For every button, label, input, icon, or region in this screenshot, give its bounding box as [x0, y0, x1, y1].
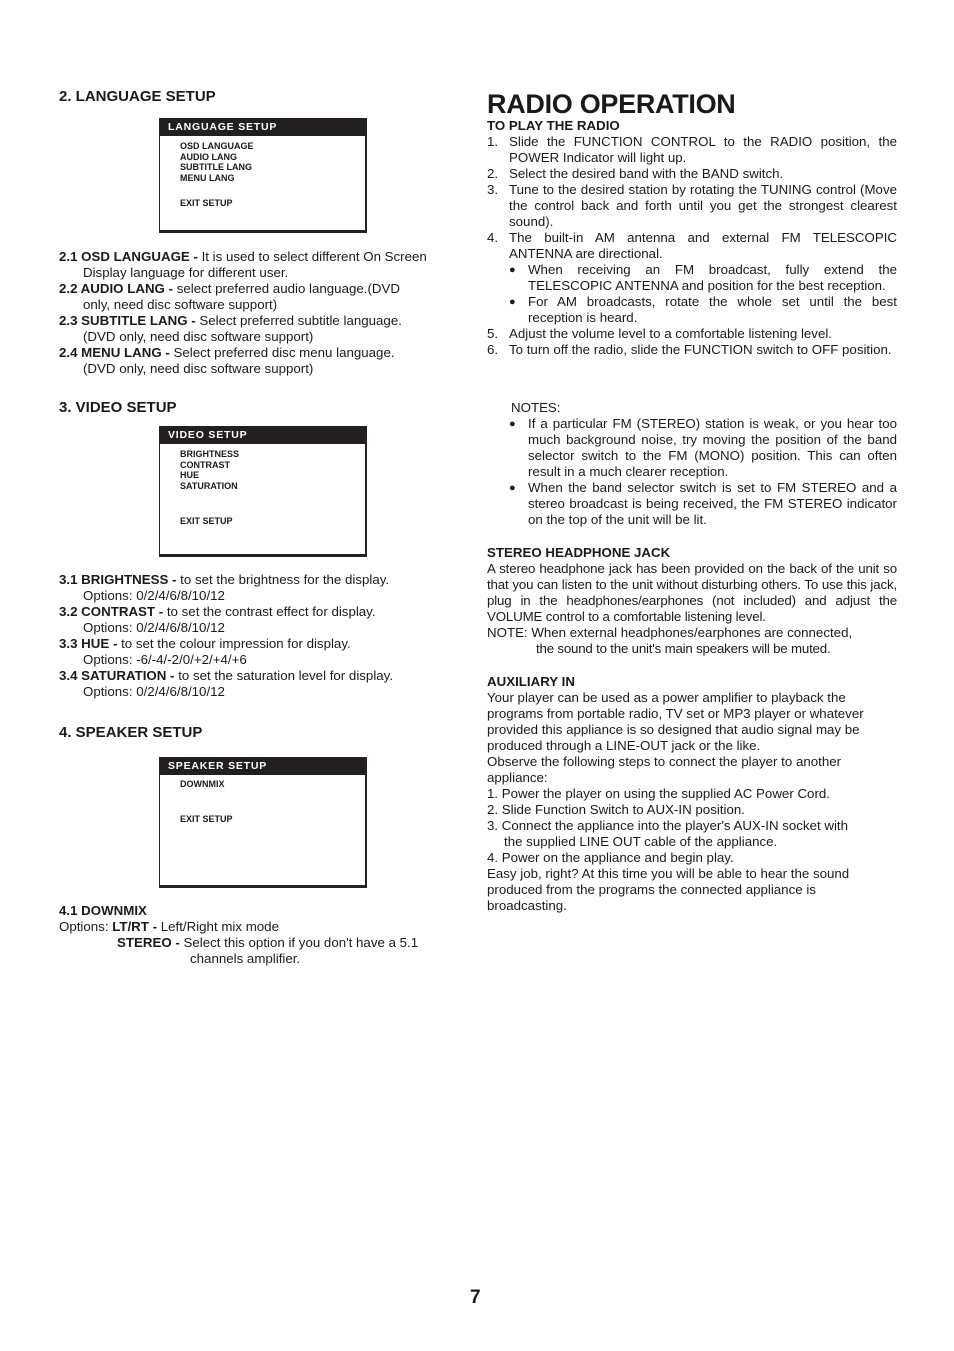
menu-item: CONTRAST [180, 459, 230, 470]
desc-item-cont: only, need disc software support) [83, 297, 278, 312]
aux-line: provided this appliance is so designed that audio signal may be [487, 722, 860, 737]
menu-title: VIDEO SETUP [160, 427, 365, 444]
desc-item-cont: Options: 0/2/4/6/8/10/12 [83, 620, 225, 635]
aux-line: produced through a LINE-OUT jack or the like. [487, 738, 761, 753]
bullet-icon: ● [509, 482, 516, 494]
language-setup-heading: 2. LANGUAGE SETUP [59, 88, 216, 105]
aux-line: programs from portable radio, TV set or MP3 player or whatever [487, 706, 864, 721]
bullet-icon: ● [509, 418, 516, 430]
menu-title: LANGUAGE SETUP [160, 119, 365, 136]
play-radio-heading: TO PLAY THE RADIO [487, 118, 620, 133]
desc-item: 2.4 MENU LANG - Select preferred disc menu language. [59, 345, 395, 360]
aux-line: 2. Slide Function Switch to AUX-IN position. [487, 802, 745, 817]
step-item: 5. Adjust the volume level to a comfortable listening level. [487, 326, 832, 341]
aux-section [487, 674, 897, 914]
menu-item: MENU LANG [180, 173, 235, 184]
desc-item: 2.3 SUBTITLE LANG - Select preferred subtitle language. [59, 313, 402, 328]
desc-item-cont: Options: 0/2/4/6/8/10/12 [83, 684, 225, 699]
aux-line: appliance: [487, 770, 548, 785]
language-setup-descriptions [59, 249, 461, 377]
desc-item: 2.1 OSD LANGUAGE - It is used to select different On Screen [59, 249, 427, 264]
menu-exit-setup: EXIT SETUP [180, 814, 233, 824]
bullet-icon: ● [509, 296, 516, 308]
video-setup-descriptions [59, 572, 461, 700]
aux-line: 3. Connect the appliance into the player's AUX-IN socket with [487, 818, 849, 833]
headphone-section [487, 545, 897, 657]
desc-item: 3.1 BRIGHTNESS - to set the brightness for the display. [59, 572, 390, 587]
radio-operation-title: RADIO OPERATION [487, 89, 736, 119]
speaker-setup-menu [159, 757, 367, 888]
language-setup-menu [159, 118, 367, 233]
aux-line: Observe the following steps to connect the player to another [487, 754, 842, 769]
step-item: 1. Slide the FUNCTION CONTROL to the RADIO position, the POWER Indicator will light up. [487, 134, 897, 165]
menu-item: BRIGHTNESS [180, 449, 240, 459]
aux-line: Easy job, right? At this time you will be able to hear the sound [487, 866, 850, 881]
step-item: 2. Select the desired band with the BAND switch. [487, 166, 784, 181]
menu-exit-setup: EXIT SETUP [180, 198, 233, 208]
headphone-heading: STEREO HEADPHONE JACK [487, 545, 671, 560]
notes-label: NOTES: [511, 400, 561, 415]
desc-item-cont: Options: -6/-4/-2/0/+2/+4/+6 [83, 652, 247, 667]
step-item: 4. The built-in AM antenna and external FM TELESCOPIC ANTENNA are directional. [487, 230, 897, 261]
aux-line: 4. Power on the appliance and begin play. [487, 850, 734, 865]
desc-item: 3.3 HUE - to set the colour impression for display. [59, 636, 351, 651]
desc-item-cont: Display language for different user. [83, 265, 289, 280]
menu-title: SPEAKER SETUP [160, 758, 365, 775]
speaker-setup-descriptions [59, 903, 461, 967]
page-number: 7 [470, 1287, 481, 1308]
menu-exit-setup: EXIT SETUP [180, 516, 233, 526]
aux-line: Your player can be used as a power amplifier to playback the [487, 690, 846, 705]
bullet-icon: ● [509, 264, 516, 276]
bullet-item: ● If a particular FM (STEREO) station is weak, or you hear too much background noise, try moving the position of the band selector switch to the FM (MONO) position. This can often result in a much clearer reception. [509, 416, 897, 479]
headphone-note: NOTE: When external headphones/earphones are connected, [487, 625, 853, 640]
headphone-note-cont: the sound to the unit's main speakers will be muted. [536, 641, 831, 656]
step-item: 3. Tune to the desired station by rotating the TUNING control (Move the control back and forth until you get the strongest clearest sound). [487, 182, 897, 229]
menu-item-list [180, 141, 254, 184]
menu-item-list [180, 779, 225, 790]
bullet-item: ● When the band selector switch is set to FM STEREO and a stereo broadcast is being received, the FM STEREO indicator on the top of the unit will be lit. [509, 480, 897, 527]
desc-item: 2.2 AUDIO LANG - select preferred audio language.(DVD [59, 281, 400, 296]
menu-item: AUDIO LANG [180, 151, 237, 162]
step-item: 6. To turn off the radio, slide the FUNCTION switch to OFF position. [487, 342, 892, 357]
aux-heading: AUXILIARY IN [487, 674, 575, 689]
menu-item: HUE [180, 470, 200, 481]
downmix-heading: 4.1 DOWNMIX [59, 903, 147, 918]
menu-item: DOWNMIX [180, 779, 225, 789]
menu-item: SATURATION [180, 481, 238, 492]
aux-line: 1. Power the player on using the supplied AC Power Cord. [487, 786, 830, 801]
video-setup-menu [159, 426, 367, 557]
menu-item: SUBTITLE LANG [180, 162, 252, 173]
desc-item: 3.2 CONTRAST - to set the contrast effect for display. [59, 604, 376, 619]
play-radio-section [487, 118, 897, 358]
video-setup-heading: 3. VIDEO SETUP [59, 399, 177, 416]
downmix-option-ltrt: Options: LT/RT - Left/Right mix mode [59, 919, 279, 934]
aux-line-indent: the supplied LINE OUT cable of the appliance. [504, 834, 778, 849]
aux-line: produced from the programs the connected appliance is [487, 882, 816, 897]
downmix-option-stereo: STEREO - Select this option if you don't have a 5.1 [117, 935, 419, 950]
desc-item-cont: (DVD only, need disc software support) [83, 329, 314, 344]
downmix-option-stereo-cont: channels amplifier. [190, 951, 301, 966]
menu-item-list [180, 449, 239, 492]
headphone-text: A stereo headphone jack has been provided on the back of the unit so that you can listen to the unit without disturbing others. To use this jack, plug in the headphones/earphones (not included) and adjust the VOLUME control to a comfortable listening level. [487, 561, 897, 624]
bullet-item: ● For AM broadcasts, rotate the whole set until the best reception is heard. [509, 294, 897, 325]
bullet-item: ● When receiving an FM broadcast, fully extend the TELESCOPIC ANTENNA and position for the best reception. [509, 262, 897, 293]
desc-item: 3.4 SATURATION - to set the saturation level for display. [59, 668, 394, 683]
menu-item: OSD LANGUAGE [180, 141, 254, 151]
desc-item-cont: (DVD only, need disc software support) [83, 361, 314, 376]
speaker-setup-heading: 4. SPEAKER SETUP [59, 724, 203, 741]
desc-item-cont: Options: 0/2/4/6/8/10/12 [83, 588, 225, 603]
notes-list [487, 416, 897, 528]
aux-line: broadcasting. [487, 898, 567, 913]
